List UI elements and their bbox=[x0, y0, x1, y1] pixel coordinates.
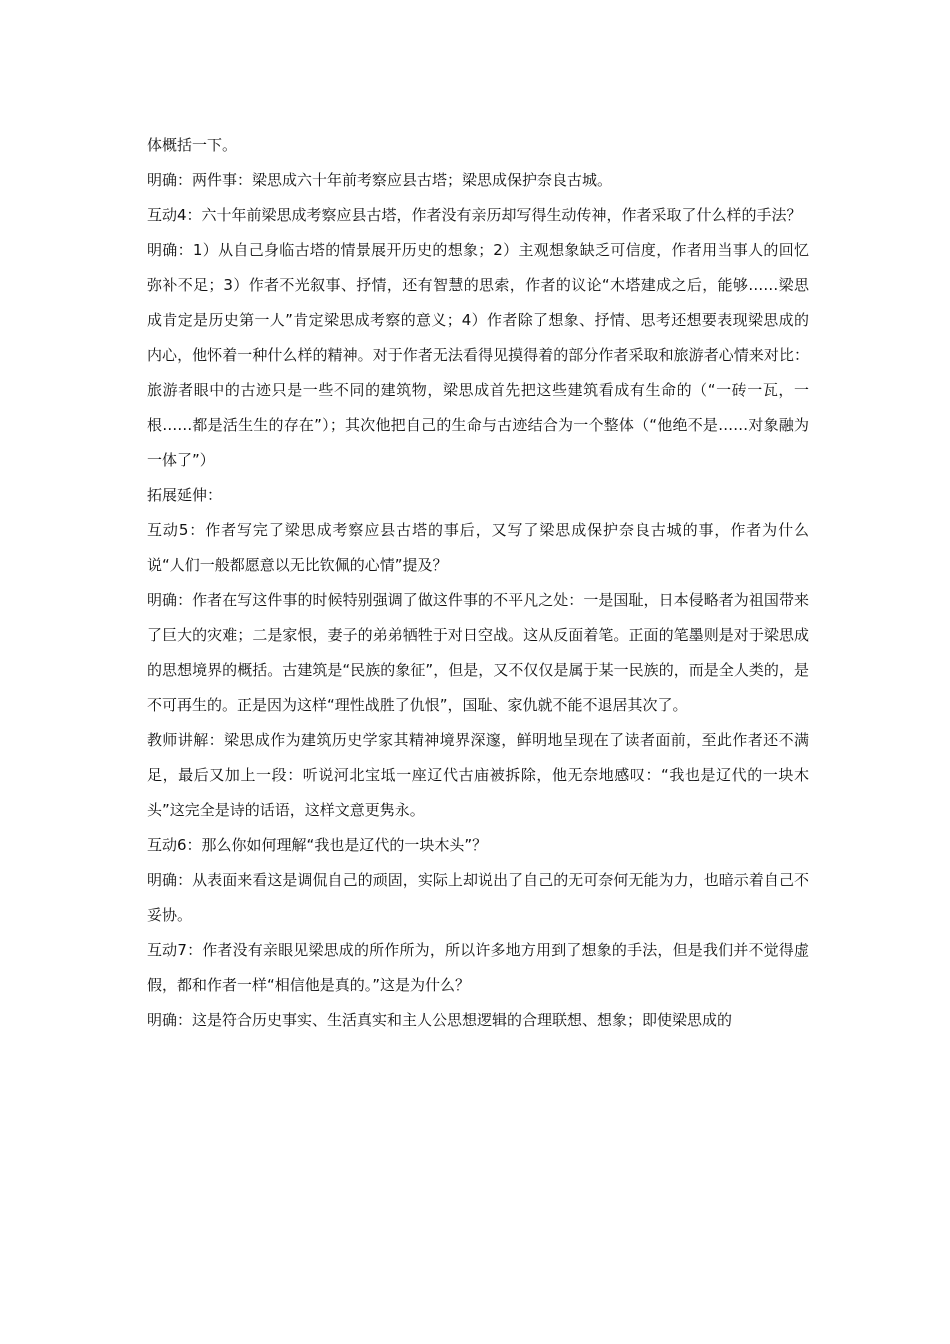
paragraph-answer-1: 明确：两件事：梁思成六十年前考察应县古塔；梁思成保护奈良古城。 bbox=[147, 171, 613, 189]
paragraph-continuation: 体概括一下。 bbox=[147, 136, 238, 154]
paragraph-question-6: 互动6：那么你如何理解“我也是辽代的一块木头”？ bbox=[147, 836, 488, 854]
section-heading-extension: 拓展延伸： bbox=[147, 486, 223, 504]
paragraph-question-7: 互动7：作者没有亲眼见梁思成的所作所为，所以许多地方用到了想象的手法，但是我们并不觉得虚假，都和作者一样“相信他是真的。”这是为什么？ bbox=[147, 941, 809, 994]
paragraph-answer-4: 明确：1）从自己身临古塔的情景展开历史的想象；2）主观想象缺乏可信度，作者用当事人的回忆弥补不足；3）作者不光叙事、抒情，还有智慧的思索，作者的议论“木塔建成之后，能够……梁思成肯定是历史第一人”肯定梁思成考察的意义；4）作者除了想象、抒情、思考还想要表现梁思成的内心，他怀着一种什么样的精神。对于作者无法看得见摸得着的部分作者采取和旅游者心情来对比：旅游者眼中的古迹只是一些不同的建筑物，梁思成首先把这些建筑看成有生命的（“一砖一瓦，一根……都是活生生的存在”）；其次他把自己的生命与古迹结合为一个整体（“他绝不是……对象融为一体了”） bbox=[147, 241, 809, 469]
paragraph-question-5: 互动5：作者写完了梁思成考察应县古塔的事后，又写了梁思成保护奈良古城的事，作者为什么说“人们一般都愿意以无比钦佩的心情”提及？ bbox=[147, 521, 809, 574]
paragraph-question-4: 互动4：六十年前梁思成考察应县古塔，作者没有亲历却写得生动传神，作者采取了什么样的手法？ bbox=[147, 206, 802, 224]
paragraph-answer-7: 明确：这是符合历史事实、生活真实和主人公思想逻辑的合理联想、想象；即使梁思成的 bbox=[147, 1011, 733, 1029]
paragraph-teacher-explanation: 教师讲解：梁思成作为建筑历史学家其精神境界深邃，鲜明地呈现在了读者面前，至此作者还不满足，最后又加上一段：听说河北宝坻一座辽代古庙被拆除，他无奈地感叹：“我也是辽代的一块木头”这完全是诗的话语，这样文意更隽永。 bbox=[147, 731, 809, 819]
paragraph-answer-6: 明确：从表面来看这是调侃自己的顽固，实际上却说出了自己的无可奈何无能为力，也暗示着自己不妥协。 bbox=[147, 871, 809, 924]
paragraph-answer-5: 明确：作者在写这件事的时候特别强调了做这件事的不平凡之处：一是国耻，日本侵略者为祖国带来了巨大的灾难；二是家恨，妻子的弟弟牺牲于对日空战。这从反面着笔。正面的笔墨则是对于梁思成的思想境界的概括。古建筑是“民族的象征”，但是，又不仅仅是属于某一民族的，而是全人类的，是不可再生的。正是因为这样“理性战胜了仇恨”，国耻、家仇就不能不退居其次了。 bbox=[147, 591, 809, 714]
document-body bbox=[147, 128, 809, 1038]
